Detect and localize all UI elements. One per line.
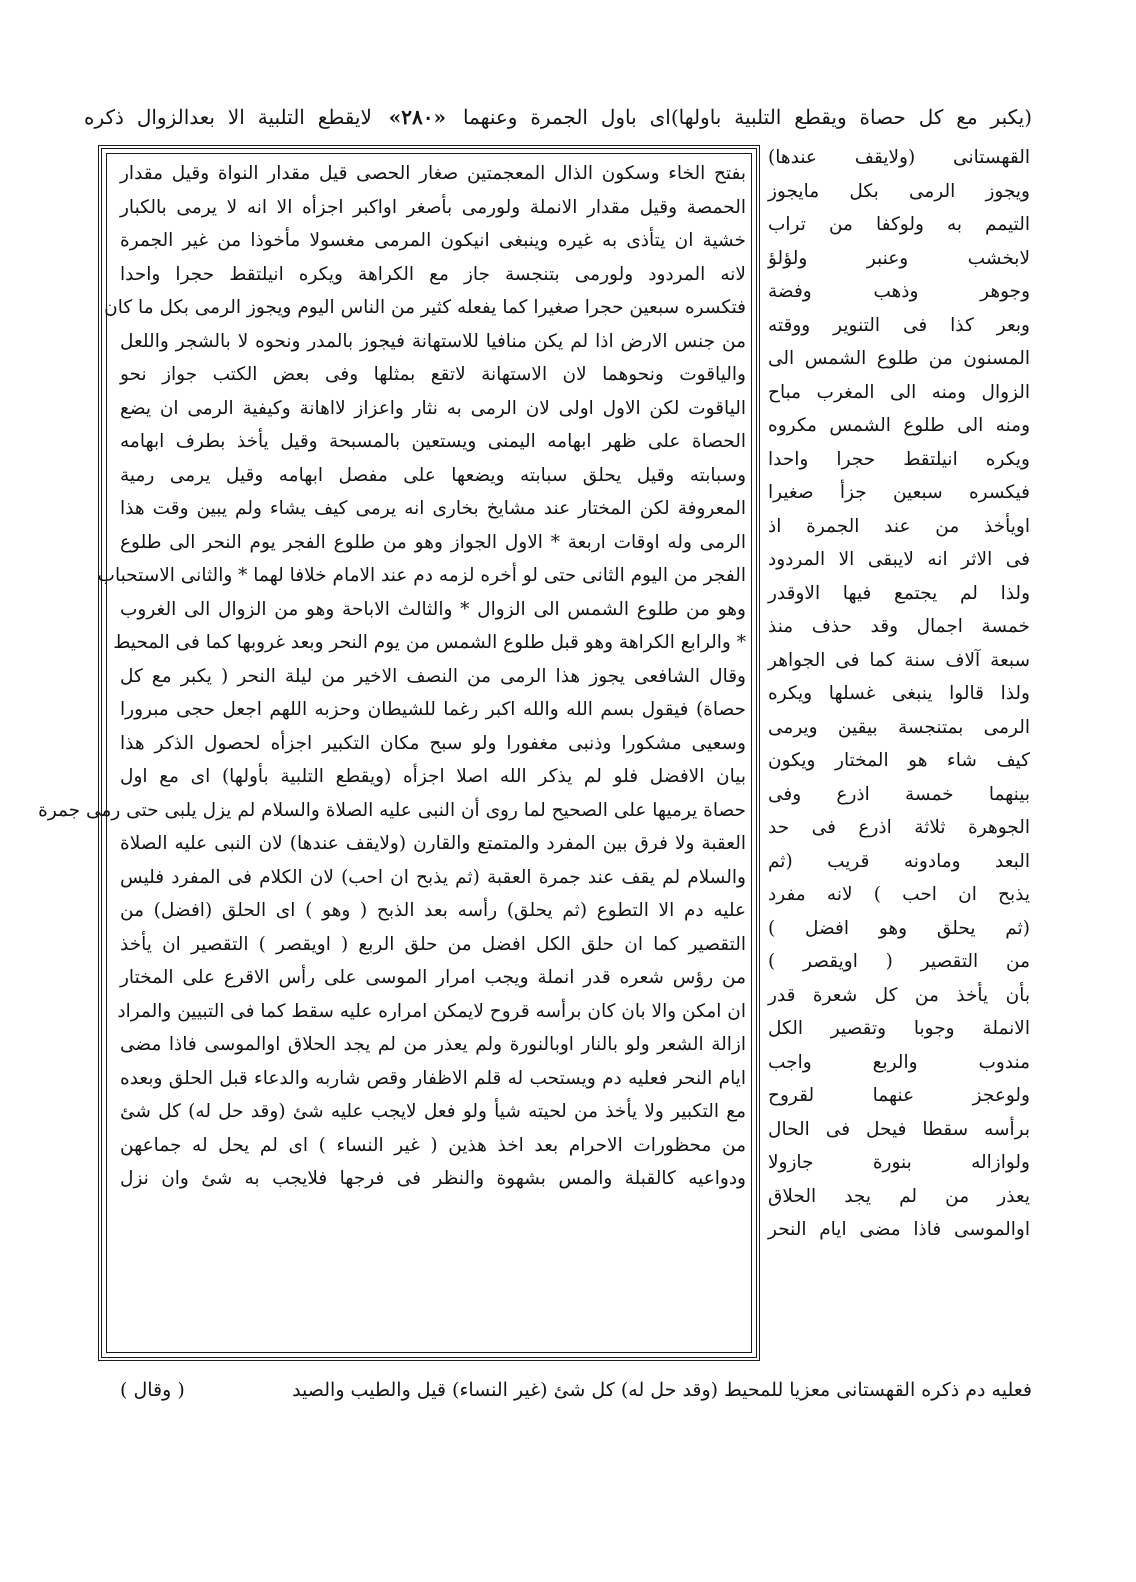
margin-text-line: اوالموسى فاذا مضى ايام النحر: [768, 1219, 1030, 1240]
main-text-line: خشية ان يتأذى به غيره وينبغى انيكون المرمى مغسولا مأخوذا من غير الجمرة: [120, 230, 746, 251]
margin-text-line: بأن يأخذ من كل شعرة قدر: [768, 984, 1030, 1006]
main-text-line: فتكسره سبعين حجرا صغيرا كما يفعله كثير من الناس اليوم ويجوز الرمى بكل ما كان: [104, 297, 746, 318]
margin-text-line: ويجوز الرمى بكل مايجوز: [768, 180, 1030, 202]
margin-text-line: خمسة اجمال وقد حذف منذ: [768, 616, 1030, 637]
main-text-line: الرمى وله اوقات اربعة * الاول الجواز وهو من طلوع الفجر يوم النحر الى طلوع: [120, 531, 746, 553]
main-text-line: ودواعيه كالقبلة والمس بشهوة والنظر فى فرجها فلايجب به شئ وان نزل: [120, 1168, 746, 1189]
margin-text-line: وجوهر وذهب وفضة: [768, 281, 1030, 302]
margin-text-line: اويأخذ من عند الجمرة اذ: [768, 515, 1030, 537]
main-text-line: * والرابع الكراهة وهو قبل طلوع الشمس من يوم النحر وبعد غروبها كما فى المحيط: [113, 632, 746, 653]
margin-text-line: يعذر من لم يجد الحلاق: [768, 1185, 1030, 1207]
main-text-line: وقال الشافعى يجوز هذا الرمى من النصف الاخير من ليلة النحر ( يكبر مع كل: [120, 665, 746, 687]
main-text-line: والياقوت ونحوهما لان الاستهانة لاتقع بمثلها وفى بعض الكتب جواز نحو: [120, 364, 746, 385]
margin-text-line: من التقصير ( اويقصر ): [768, 951, 1030, 972]
margin-text-line: فى الاثر انه لايبقى الا المردود: [768, 549, 1030, 570]
margin-text-line: القهستانى (ولايقف عندها): [768, 147, 1030, 168]
margin-text-line: كيف شاء هو المختار ويكون: [768, 750, 1030, 771]
main-text-line: ازالة الشعر ولو بالنار اوبالنورة ولم يعذر من لم يجد الحلاق اوالموسى فاذا مضى: [120, 1034, 746, 1055]
main-text-line: ايام النحر فعليه دم ويستحب له قلم الاظفار وقص شاربه والدعاء قبل الحلق وبعده: [120, 1067, 746, 1089]
main-text-line: لانه المردود ولورمى بتنجسة جاز مع الكراهة ويكره انيلتقط حجرا واحدا: [120, 263, 746, 285]
main-text-line: بفتح الخاء وسكون الذال المعجمتين صغار الحصى قيل مقدار النواة وقيل مقدار: [120, 163, 746, 184]
main-text-line: الحصاة على ظهر ابهامه اليمنى ويستعين بالمسبحة وقيل يأخذ بطرف ابهامه: [120, 431, 746, 452]
main-text-line: ان امكن والا بان كان برأسه قروح لايمكن امراره عليه سقط كما فى التبيين والمراد: [117, 1000, 746, 1022]
main-text-line: وسعيى مشكورا وذنبى مغفورا ولو سبح مكان التكبير اجزأه لحصول الذكر هذا: [120, 732, 746, 754]
margin-text-line: الجوهرة ثلاثة اذرع فى حد: [768, 817, 1030, 838]
main-text-line: عليه دم الا التطوع (ثم يحلق) رأسه بعد الذبح ( وهو ) اى الحلق (افضل) من: [120, 900, 746, 921]
main-text-line: الياقوت لكن الاول اولى لان الرمى به نثار واعزاز لااهانة وكيفية الرمى ان يضع: [120, 397, 746, 419]
main-text-line: الحمصة وقيل مقدار الانملة ولورمى بأصغر اواكبر اجزأه الا انه لا يرمى بالكبار: [120, 196, 746, 218]
margin-text-line: البعد ومادونه قريب (ثم: [768, 850, 1030, 872]
margin-text-line: يذبح ان احب ) لانه مفرد: [768, 884, 1030, 905]
margin-text-line: بينهما خمسة اذرع وفى: [768, 783, 1030, 805]
main-text-line: بيان الافضل فلو لم يذكر الله اصلا اجزأه (ويقطع التلبية بأولها) اى مع اول: [120, 766, 746, 787]
page-footer: [120, 1373, 1032, 1407]
main-text-line: حصاة يرميها على الصحيح لما روى أن النبى عليه الصلاة والسلام لم يزل يلبى حتى رمى جمرة: [38, 799, 746, 821]
margin-text-line: ويكره انيلتقط حجرا واحدا: [768, 448, 1030, 470]
margin-text-line: الانملة وجوبا وتقصير الكل: [768, 1018, 1030, 1039]
main-text-line: وسبابته وقيل يحلق سبابته ويضعها على مفصل ابهامه وقيل يرمى رمية: [120, 464, 746, 486]
main-text-frame: [38, 145, 760, 1361]
main-text-line: التقصير كما ان حلق الكل افضل من حلق الربع ( اويقصر ) التقصير ان يأخذ: [120, 933, 746, 955]
header-right-text: (يكبر مع كل حصاة ويقطع التلبية باولها)اى باول الجمرة وعنهما: [462, 105, 1033, 129]
margin-commentary: [768, 141, 1030, 1247]
main-text-line: المعروفة لكن المختار عند مشايخ بخارى انه يرمى كيف يشاء ولم يبين وقت هذا: [120, 498, 746, 519]
margin-text-line: ولوعجز عنهما لقروح: [768, 1085, 1030, 1106]
margin-text-line: مندوب والربع واجب: [768, 1051, 1030, 1073]
footer-text: فعليه دم ذكره القهستانى معزيا للمحيط (وقد حل له) كل شئ (غير النساء) قيل والطيب والصيد: [292, 1379, 1032, 1401]
main-text-line: الفجر من اليوم الثانى حتى لو أخره لزمه دم عند الامام خلافا لهما * والثانى الاستحباب: [97, 565, 746, 586]
margin-text-line: وبعر كذا فى التنوير ووقته: [768, 314, 1030, 336]
main-text-line: من جنس الارض اذا لم يكن منافيا للاستهانة فيجوز بالمدر ونحوه لا بالشجر واللعل: [120, 330, 746, 352]
margin-text-line: سبعة آلاف سنة كما فى الجواهر: [768, 649, 1030, 671]
margin-text-line: ولذا قالوا ينبغى غسلها ويكره: [768, 683, 1030, 704]
main-text-line: من رؤس شعره قدر انملة ويجب امرار الموسى على رأس الاقرع على المختار: [120, 967, 746, 988]
margin-text-line: الرمى بمتنجسة بيقين ويرمى: [768, 716, 1030, 738]
main-text-line: مع التكبير ولا يأخذ من لحيته شيأ ولو فعل لايجب عليه شئ (وقد حل له) كل شئ: [120, 1101, 746, 1122]
page-header: [84, 99, 1032, 135]
main-text-line: العقبة ولا فرق بين المفرد والمتمتع والقارن (ولايقف عندها) لان النبى عليه الصلاة: [120, 833, 746, 854]
margin-text-line: التيمم به ولوكفا من تراب: [768, 214, 1030, 235]
catchword: ( وقال ): [120, 1379, 185, 1401]
main-text-line: وهو من طلوع الشمس الى الزوال * والثالث الاباحة وهو من الزوال الى الغروب: [120, 598, 746, 620]
margin-text-line: ولذا لم يجتمع فيها الاوقدر: [768, 582, 1030, 604]
margin-text-line: ولوازاله بنورة جازولا: [768, 1152, 1030, 1173]
page-number-value: ٢٨٠: [401, 105, 434, 129]
margin-text-line: الزوال ومنه الى المغرب مباح: [768, 381, 1030, 403]
main-text-body: [38, 157, 746, 1196]
margin-text-line: المسنون من طلوع الشمس الى: [768, 348, 1030, 369]
header-left-text: لايقطع التلبية الا بعدالزوال ذكره: [84, 105, 372, 129]
main-text-line: حصاة) فيقول بسم الله والله اكبر رغما للشيطان وحزبه اللهم اجعل حجى مبرورا: [120, 699, 746, 720]
page-number: «٢٨٠»: [388, 105, 447, 129]
main-text-line: والسلام لم يقف عند جمرة العقبة (ثم يذبح ان احب) لان الكلام فى المفرد فليس: [120, 866, 746, 888]
main-text-line: من محظورات الاحرام بعد اخذ هذين ( غير النساء ) اى لم يحل له جماعهن: [120, 1134, 746, 1156]
margin-text-line: فيكسره سبعين جزأ صغيرا: [768, 482, 1030, 503]
margin-text-line: برأسه سقطا فيحل فى الحال: [768, 1118, 1030, 1140]
margin-text-line: (ثم يحلق وهو افضل ): [768, 917, 1030, 939]
margin-text-line: ومنه الى طلوع الشمس مكروه: [768, 415, 1030, 436]
margin-text-line: لابخشب وعنبر ولؤلؤ: [768, 247, 1030, 269]
